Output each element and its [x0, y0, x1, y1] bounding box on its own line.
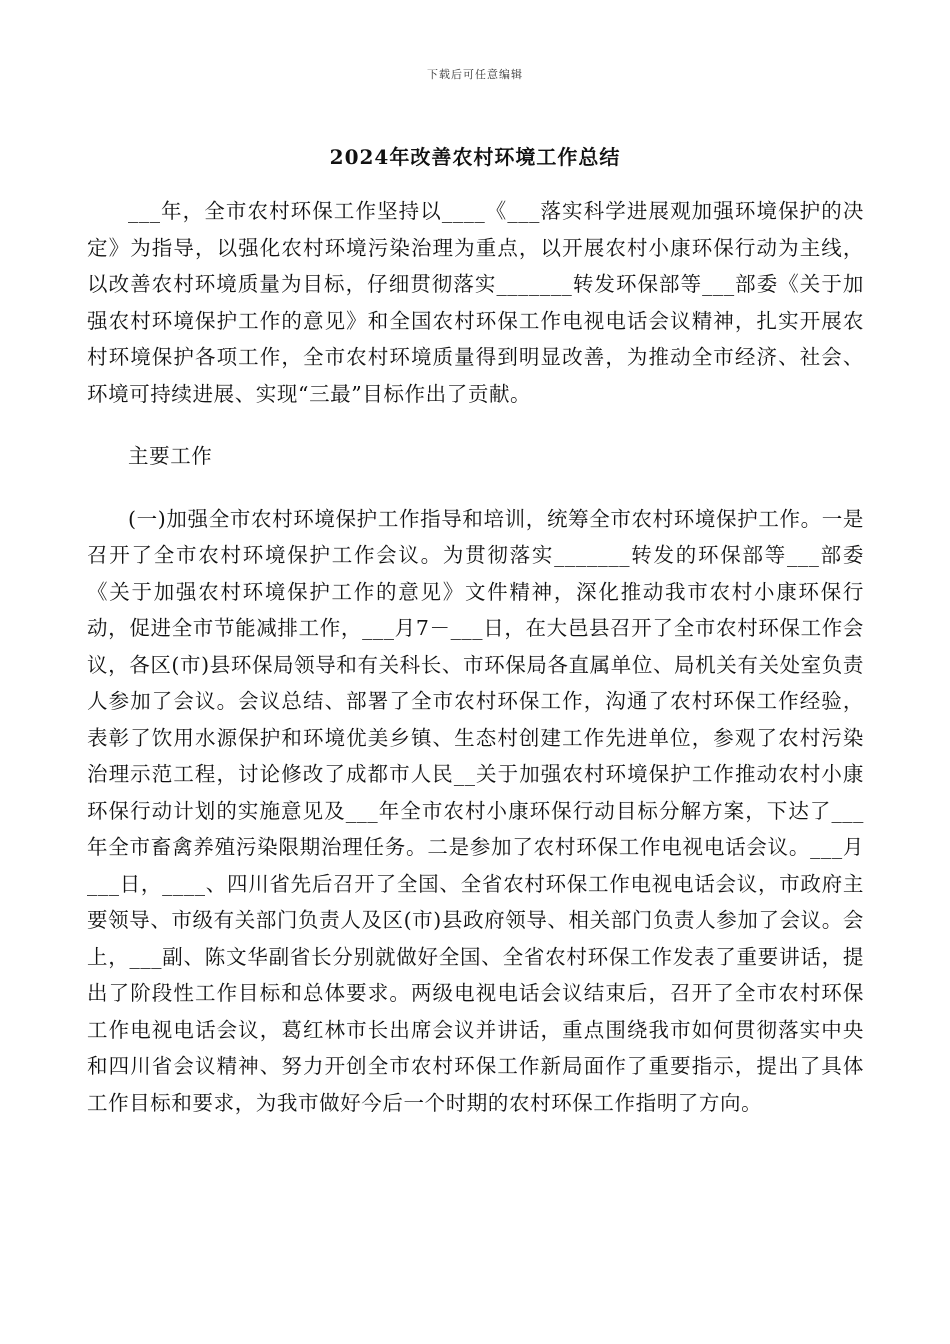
document-body: [87, 193, 864, 1121]
header-note: 下载后可任意编辑: [427, 68, 523, 81]
intro-paragraph: ___年，全市农村环保工作坚持以____《___落实科学进展观加强环境保护的决定》为指导，以强化农村环境污染治理为重点，以开展农村小康环保行动为主线，以改善农村环境质量为目标，仔细贯彻落实_______转发环保部等___部委《关于加强农村环境保护工作的意见》和全国农村环保工作电视电话会议精神，扎实开展农村环境保护各项工作，全市农村环境质量得到明显改善，为推动全市经济、社会、环境可持续进展、实现“三最”目标作出了贡献。: [87, 199, 864, 406]
document-title: 2024年改善农村环境工作总结: [329, 145, 621, 169]
section-heading: 主要工作: [128, 444, 213, 468]
section-paragraph: (一)加强全市农村环境保护工作指导和培训，统筹全市农村环境保护工作。一是召开了全市农村环境保护工作会议。为贯彻落实_______转发的环保部等___部委《关于加强农村环境保护工作的意见》文件精神，深化推动我市农村小康环保行动，促进全市节能减排工作，___月7－___日，在大邑县召开了全市农村环保工作会议，各区(市)县环保局领导和有关科长、市环保局各直属单位、局机关有关处室负责人参加了会议。会议总结、部署了全市农村环保工作，沟通了农村环保工作经验，表彰了饮用水源保护和环境优美乡镇、生态村创建工作先进单位，参观了农村污染治理示范工程，讨论修改了成都市人民__关于加强农村环境保护工作推动农村小康环保行动计划的实施意见及___年全市农村小康环保行动目标分解方案，下达了___年全市畜禽养殖污染限期治理任务。二是参加了农村环保工作电视电话会议。___月___日，____、四川省先后召开了全国、全省农村环保工作电视电话会议，市政府主要领导、市级有关部门负责人及区(市)县政府领导、相关部门负责人参加了会议。会上，___副、陈文华副省长分别就做好全国、全省农村环保工作发表了重要讲话，提出了阶段性工作目标和总体要求。两级电视电话会议结束后，召开了全市农村环保工作电视电话会议，葛红林市长出席会议并讲话，重点围绕我市如何贯彻落实中央和四川省会议精神、努力开创全市农村环保工作新局面作了重要指示，提出了具体工作目标和要求，为我市做好今后一个时期的农村环保工作指明了方向。: [87, 506, 864, 1115]
